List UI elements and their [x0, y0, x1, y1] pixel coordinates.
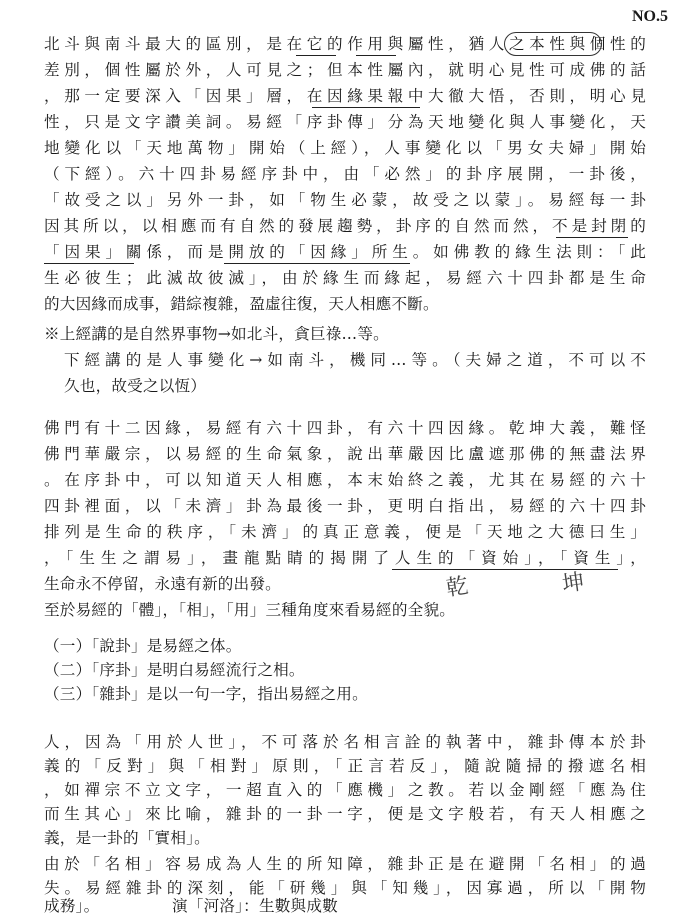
text-line: 義的「反對」與「相對」原則，「正言若反」，隨說隨掃的撥遮名相 — [44, 757, 646, 775]
note-line: 久也，故受之以恆） — [64, 377, 207, 395]
text-line: 因其所以，以相應而有自然的發展趨勢，卦序的自然而然，不是封閉的 — [44, 217, 646, 235]
text-line: 演「河洛」：生數與成數 — [172, 897, 338, 915]
handwritten-qian: 乾 — [444, 573, 470, 602]
text-line: 「故受之以」另外一卦，如「物生必蒙，故受之以蒙」。易經每一卦 — [44, 191, 646, 209]
text-line: 由於「名相」容易成為人生的所知障，雜卦正是在避開「名相」的過 — [44, 855, 646, 873]
text-line: 性，只是文字讚美詞。易經「序卦傳」分為天地變化與人事變化，天 — [44, 113, 646, 131]
text-line: 。在序卦中，可以知道天人相應，本末始終之義，尤其在易經的六十 — [44, 471, 646, 489]
text-line: 地變化以「天地萬物」開始（上經），人事變化以「男女夫婦」開始 — [44, 139, 646, 157]
text-line: ，那一定要深入「因果」層，在因緣果報中大徹大悟，否則，明心見 — [44, 87, 646, 105]
note-line: 下經講的是人事變化→如南斗，機同…等。（夫婦之道，不可以不 — [64, 351, 646, 369]
text-line: 四卦裡面，以「未濟」卦為最後一卦，更明白指出，易經的六十四卦 — [44, 497, 646, 515]
handwritten-underline — [556, 237, 628, 238]
text-line: ，如禪宗不立文字，一超直入的「應機」之教。若以金剛經「應為住 — [44, 781, 646, 799]
text-line: 佛門有十二因緣，易經有六十四卦，有六十四因緣。乾坤大義，難怪 — [44, 419, 646, 437]
list-item: （二）「序卦」是明白易經流行之相。 — [44, 661, 305, 679]
text-line: （下經）。六十四卦易經序卦中，由「必然」的卦序展開，一卦後， — [44, 165, 646, 183]
text-line: 排列是生命的秩序，「未濟」的真正意義，便是「天地之大德曰生」 — [44, 523, 646, 541]
text-line: 生必彼生；此滅故彼滅」，由於緣生而緣起，易經六十四卦都是生命 — [44, 269, 646, 287]
text-line: 失。易經雜卦的深刻，能「研幾」與「知幾」，因寡過，所以「開物 — [44, 879, 646, 897]
text-line: 人，因為「用於人世」，不可落於名相言詮的執著中，雜卦傳本於卦 — [44, 733, 646, 751]
list-item: （三）「雜卦」是以一句一字，指出易經之用。 — [44, 685, 368, 703]
page-number: NO.5 — [632, 8, 668, 25]
handwritten-underline — [356, 55, 396, 56]
text-line: 而生其心」來比喻，雜卦的一卦一字，便是文字般若，有天人相應之 — [44, 805, 646, 823]
text-line: 差別，個性屬於外，人可見之；但本性屬內，就明心見性可成佛的話 — [44, 61, 646, 79]
handwritten-kun: 坤 — [560, 569, 586, 598]
text-line: 成務」。 — [44, 897, 100, 915]
text-line: 北斗與南斗最大的區別，是在它的作用與屬性，猶人之本性與個性的 — [44, 35, 646, 53]
text-line: ，「生生之謂易」，畫龍點睛的揭開了人生的「資始」，「資生」， — [44, 549, 646, 567]
handwritten-circle — [504, 32, 602, 56]
text-line: 至於易經的「體」，「相」，「用」三種角度來看易經的全貌。 — [44, 601, 456, 619]
text-line: 義，是一卦的「實相」。 — [44, 829, 210, 847]
text-line: 佛門華嚴宗，以易經的生命氣象，說出華嚴因比盧遮那佛的無盡法界 — [44, 445, 646, 463]
text-line: 「因果」關係，而是開放的「因緣」所生。如佛教的緣生法則：「此 — [44, 243, 646, 261]
text-line: 的大因緣而成事，錯綜複雜，盈虛往復，天人相應不斷。 — [44, 295, 439, 313]
handwritten-underline — [44, 263, 134, 264]
handwritten-underline — [392, 569, 618, 570]
handwritten-underline — [296, 55, 336, 56]
list-item: （一）「說卦」是易經之体。 — [44, 637, 242, 655]
handwritten-underline — [224, 263, 410, 264]
text-line: 生命永不停留，永遠有新的出發。 — [44, 575, 281, 593]
note-line: ※上經講的是自然界事物→如北斗，貪巨祿…等。 — [44, 325, 389, 343]
handwritten-underline — [312, 107, 420, 108]
